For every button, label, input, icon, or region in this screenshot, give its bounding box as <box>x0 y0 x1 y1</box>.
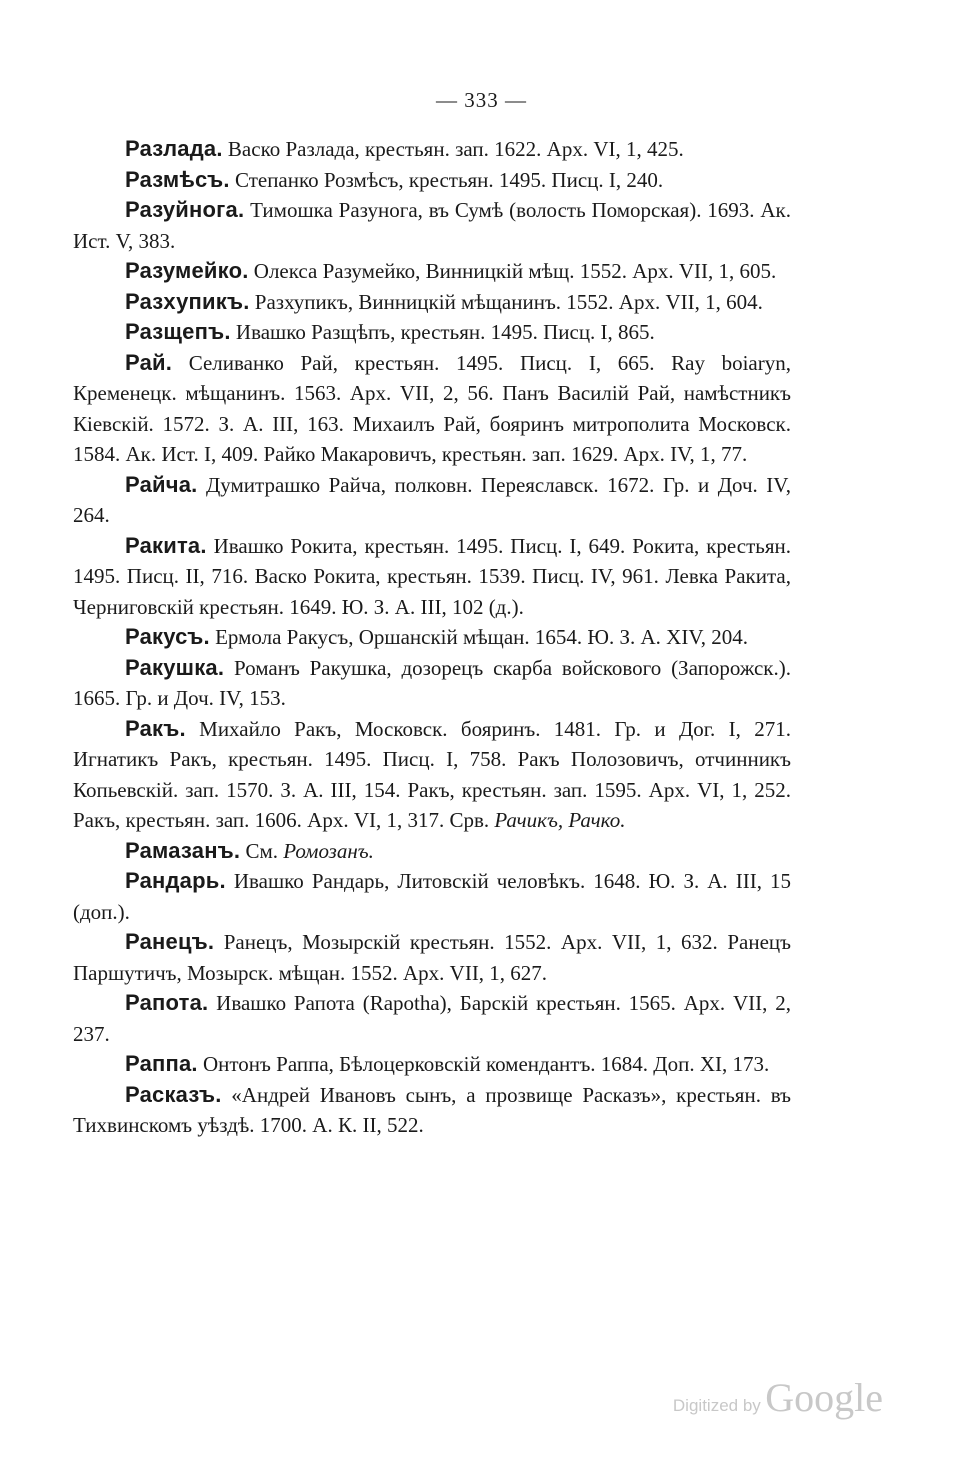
headword: Разщепъ. <box>125 319 231 344</box>
watermark-prefix: Digitized by <box>672 1396 761 1415</box>
headword: Разхупикъ. <box>125 288 250 314</box>
headword: Разуйнога. <box>125 197 245 222</box>
entry-text: Селиванко Рай, крестьян. 1495. Писц. I, 665. Ray boiaryn, Кременецк. мѣщанинъ. 1563. Арх. VII, 2, 56. Панъ Василій Рай, намѣстникъ Кіевскій. 1572. З. А. III, 163. Михаилъ Рай, бояринъ митрополита Московск. 1584. Ак. Ист. I, 409. Райко Макаровичъ, крестьян. зап. 1629. Арх. IV, 1, 77. <box>73 350 791 466</box>
entry <box>73 714 791 836</box>
entry-text: Ивашко Рандарь, Литовскій человѣкъ. 1648. Ю. З. А. III, 15 (доп.). <box>73 869 791 924</box>
headword: Ракита. <box>125 532 207 558</box>
entry-text: Ивашко Разщѣпъ, крестьян. 1495. Писц. I, 865. <box>230 320 655 344</box>
entry-text: Степанко Розмѣсъ, крестьян. 1495. Писц. I, 240. <box>229 167 664 192</box>
entry-text: Ранецъ, Мозырскій крестьян. 1552. Арх. VII, 1, 632. Ранецъ Паршутичъ, Мозырск. мѣщан. 1552. Арх. VII, 1, 627. <box>73 930 791 985</box>
entry-text: Олекса Разумейко, Винницкій мѣщ. 1552. Арх. VII, 1, 605. <box>248 259 777 283</box>
entry-text: Михайло Ракъ, Московск. бояринъ. 1481. Гр. и Дог. I, 271. Игнатикъ Ракъ, крестьян. 1495. Писц. I, 758. Ракъ Полозовичъ, отчинникъ Копьевскій. зап. 1570. З. А. III, 154. Ракъ, крестьян. зап. 1595. Арх. VI, 1, 252. Ракъ, крестьян. зап. 1606. Арх. VI, 1, 317. Срв. <box>73 716 791 832</box>
entry-text: См. <box>240 838 284 863</box>
headword: Рамазанъ. <box>125 837 241 863</box>
headword: Рай. <box>125 349 173 375</box>
entry <box>73 256 791 287</box>
headword: Ранецъ. <box>125 929 215 954</box>
entry-text: Васко Разлада, крестьян. зап. 1622. Арх. VI, 1, 425. <box>222 137 684 161</box>
cross-reference: Рачикъ, Рачко. <box>494 808 626 832</box>
entry <box>73 195 791 256</box>
headword: Ракусъ. <box>125 624 210 649</box>
headword: Ракъ. <box>125 715 186 741</box>
headword: Раппа. <box>125 1051 198 1076</box>
entry <box>73 836 791 867</box>
dictionary-entries <box>73 134 791 1141</box>
entry-text: Разхупикъ, Винницкій мѣщанинъ. 1552. Арх. VII, 1, 604. <box>249 289 763 314</box>
headword: Ракушка. <box>125 654 225 680</box>
page-number: — 333 — <box>436 88 527 112</box>
google-logo: Google <box>765 1375 883 1420</box>
entry-text: Думитрашко Райча, полковн. Переяславск. 1672. Гр. и Доч. IV, 264. <box>73 472 791 527</box>
headword: Райча. <box>125 471 198 497</box>
entry <box>73 927 791 988</box>
headword: Рандарь. <box>125 868 226 893</box>
entry-text: Ивашко Рапота (Rapotha), Барскій крестьян. 1565. Арх. VII, 2, 237. <box>73 991 791 1046</box>
cross-reference: Ромозанъ. <box>283 838 374 863</box>
entry-text: Онтонъ Раппа, Бѣлоцерковскій комендантъ. 1684. Доп. XI, 173. <box>197 1052 770 1076</box>
entry <box>73 1049 791 1080</box>
entry <box>73 470 791 531</box>
headword: Рапота. <box>125 990 209 1015</box>
entry <box>73 1080 791 1141</box>
entry <box>73 531 791 623</box>
entry-text: Тимошка Разунога, въ Сумѣ (волость Поморская). 1693. Ак. Ист. V, 383. <box>73 198 791 253</box>
entry <box>73 622 791 653</box>
entry-text: Ермола Ракусъ, Оршанскій мѣщан. 1654. Ю. З. А. XIV, 204. <box>209 625 749 649</box>
entry <box>73 866 791 927</box>
entry <box>73 165 791 196</box>
entry <box>73 988 791 1049</box>
entry-text: Романъ Ракушка, дозорецъ скарба войскового (Запорожск.). 1665. Гр. и Доч. IV, 153. <box>73 655 791 710</box>
entry <box>73 348 791 470</box>
entry <box>73 653 791 714</box>
entry <box>73 134 791 165</box>
headword: Расказъ. <box>125 1081 222 1107</box>
entry-text: «Андрей Ивановъ сынъ, а прозвище Расказъ», крестьян. въ Тихвинскомъ уѣздѣ. 1700. А. К. II, 522. <box>73 1082 791 1137</box>
entry <box>73 317 791 348</box>
headword: Разумейко. <box>125 258 249 283</box>
headword: Разлада. <box>125 136 223 161</box>
entry <box>73 287 791 318</box>
digitized-watermark <box>673 1374 883 1421</box>
entry-text: Ивашко Рокита, крестьян. 1495. Писц. I, 649. Рокита, крестьян. 1495. Писц. II, 716. Васко Рокита, крестьян. 1539. Писц. IV, 961. Левка Ракита, Черниговскій крестьян. 1649. Ю. З. А. III, 102 (д.). <box>73 533 791 619</box>
headword: Размѣсъ. <box>125 166 230 192</box>
